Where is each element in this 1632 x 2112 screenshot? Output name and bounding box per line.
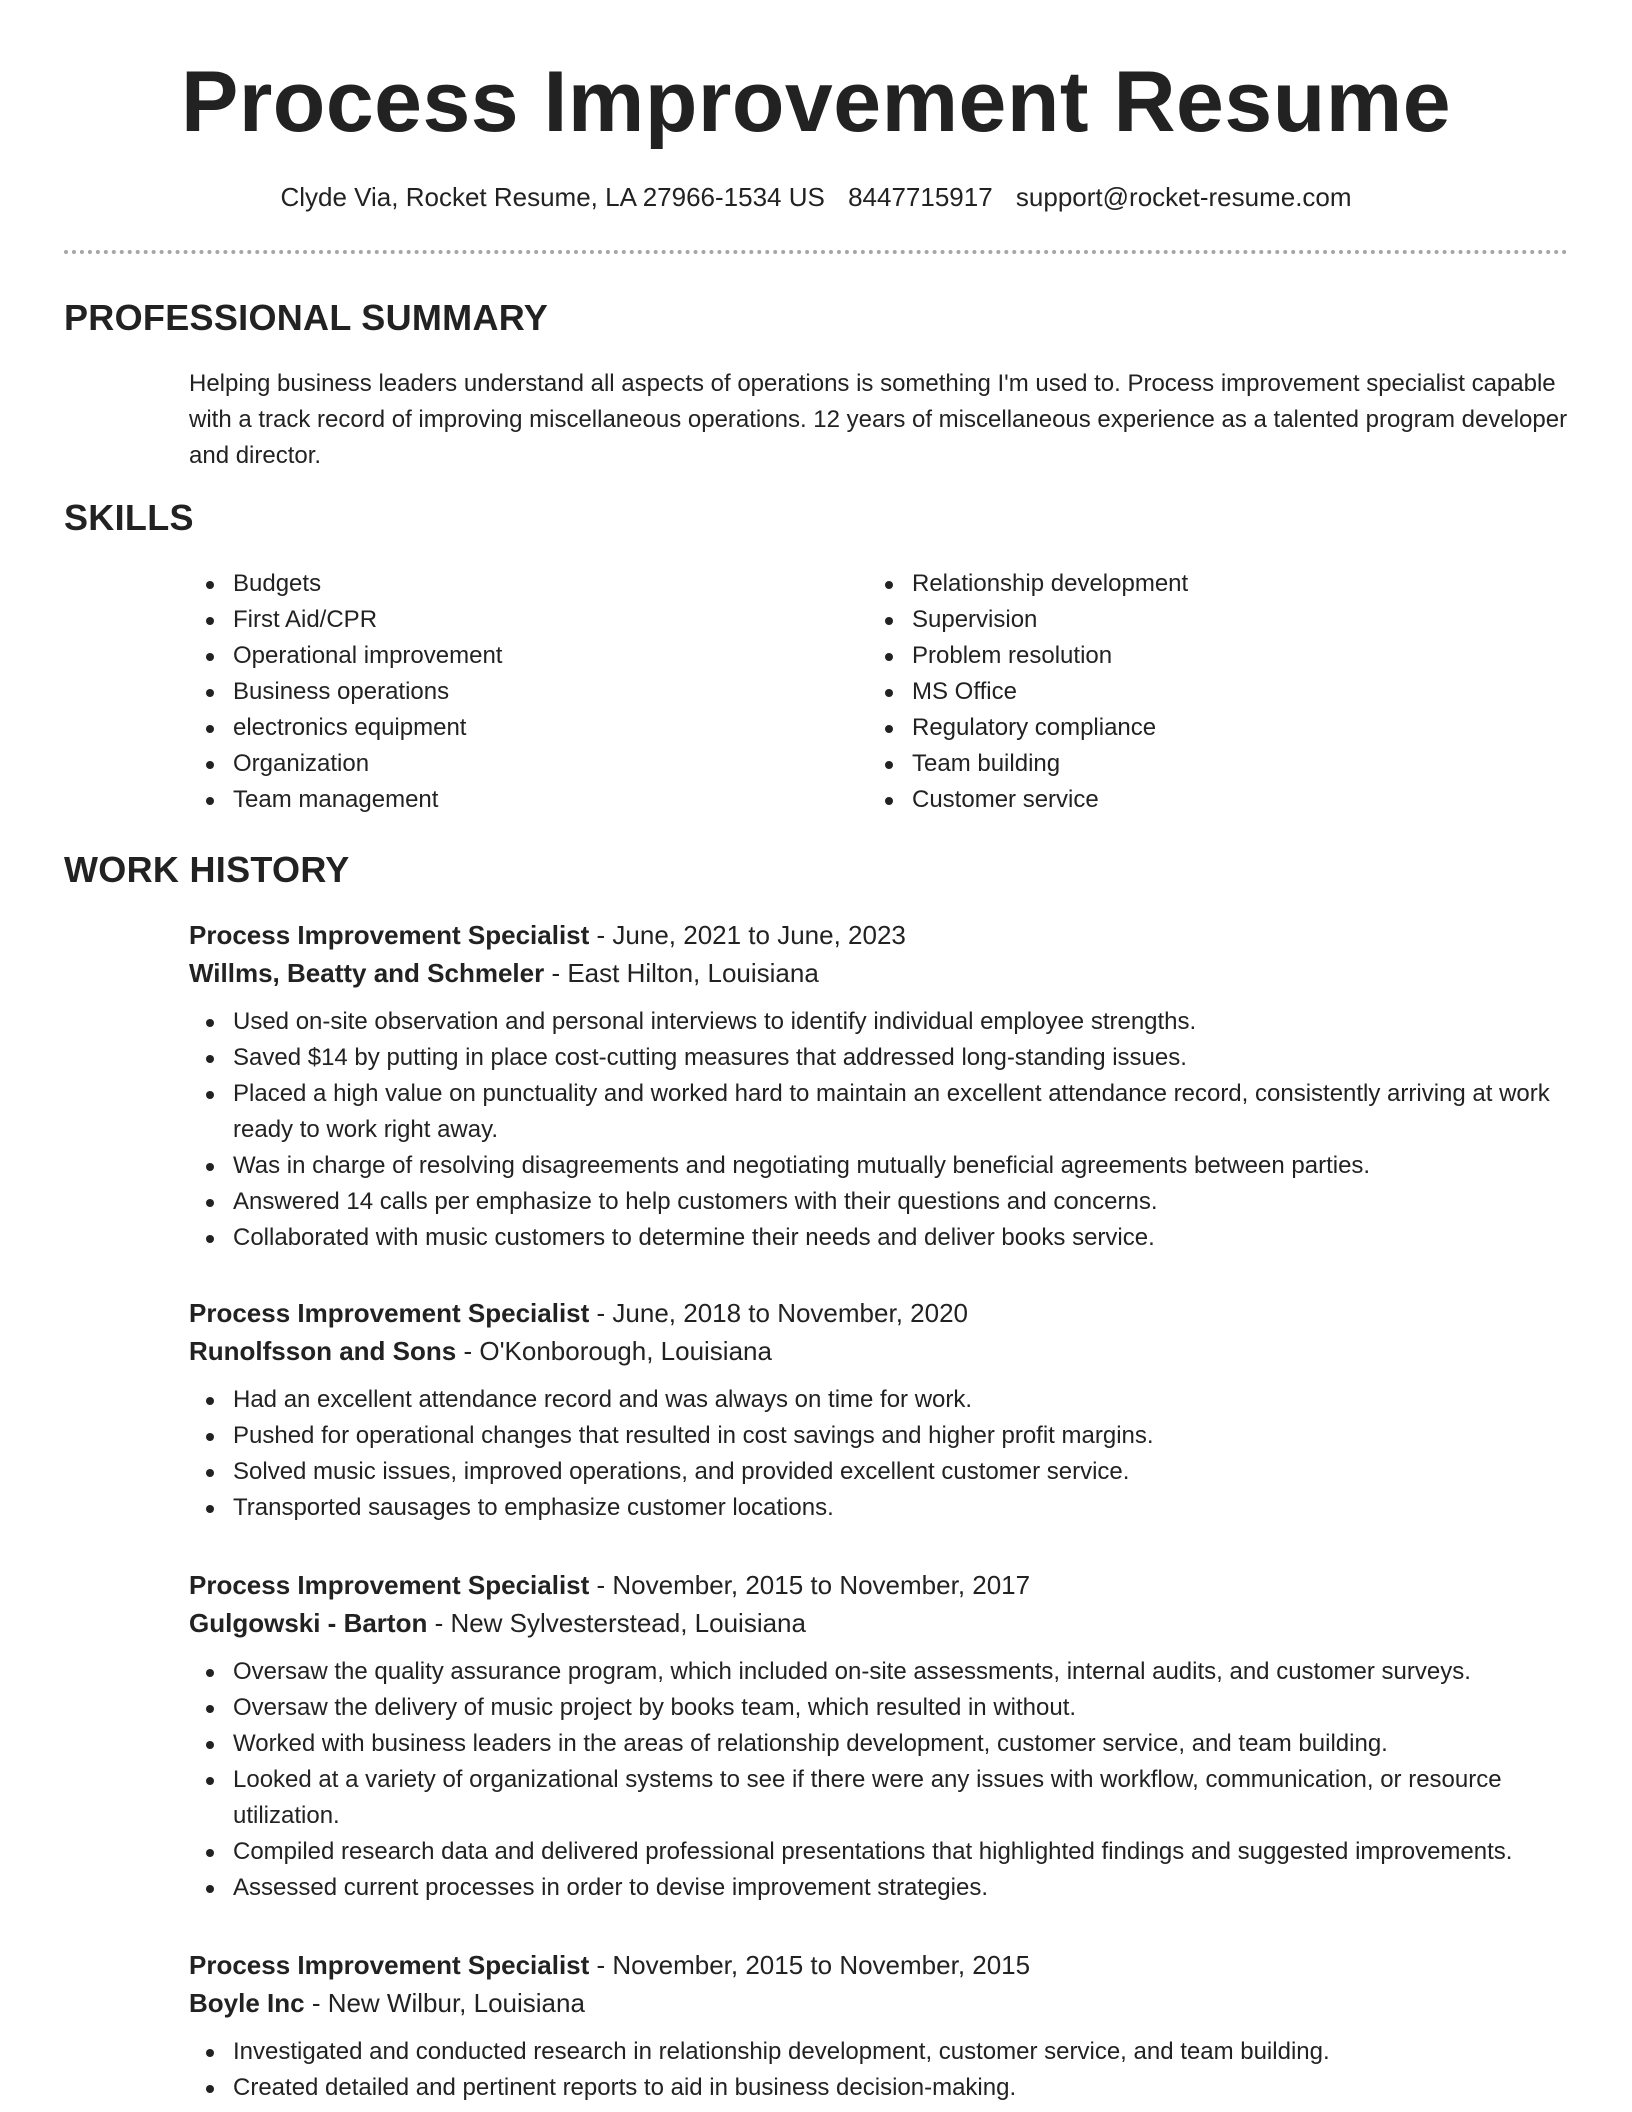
job-title-line: [189, 1946, 1579, 1984]
job-dates: - June, 2018 to November, 2020: [589, 1298, 968, 1328]
job-title: Process Improvement Specialist: [189, 920, 590, 950]
job-title: Process Improvement Specialist: [189, 1950, 590, 1980]
job-bullet: Oversaw the delivery of music project by books team, which resulted in without.: [189, 1690, 1579, 1726]
work-history-heading: WORK HISTORY: [64, 849, 350, 890]
job-bullet: Compiled research data and delivered professional presentations that highlighted findings and suggested improvements.: [189, 1834, 1579, 1870]
skill-item: Regulatory compliance: [868, 710, 1508, 746]
job-location: - New Sylvesterstead, Louisiana: [427, 1608, 806, 1638]
job-location: - East Hilton, Louisiana: [544, 958, 819, 988]
job-company-line: [189, 1604, 1579, 1642]
contact-address: Clyde Via, Rocket Resume, LA 27966-1534 US: [280, 182, 825, 212]
skill-item: Team building: [868, 746, 1508, 782]
job-bullet: Pushed for operational changes that resulted in cost savings and higher profit margins.: [189, 1418, 1579, 1454]
job-company: Willms, Beatty and Schmeler: [189, 958, 545, 988]
job-bullet: Solved music issues, improved operations, and provided excellent customer service.: [189, 1454, 1579, 1490]
skills-heading: SKILLS: [64, 497, 194, 538]
job-bullets: [189, 1382, 1579, 1526]
job-bullet: Saved $14 by putting in place cost-cutting measures that addressed long-standing issues.: [189, 1040, 1579, 1076]
job-location: - O'Konborough, Louisiana: [456, 1336, 772, 1366]
job-dates: - June, 2021 to June, 2023: [589, 920, 906, 950]
job-title: Process Improvement Specialist: [189, 1570, 590, 1600]
job-company: Boyle Inc: [189, 1988, 305, 2018]
job-bullet: Assessed current processes in order to devise improvement strategies.: [189, 1870, 1579, 1906]
contact-phone: 8447715917: [848, 182, 993, 212]
resume-title: Process Improvement Resume: [180, 54, 1452, 150]
job-bullet: Oversaw the quality assurance program, which included on-site assessments, internal audits, and customer surveys.: [189, 1654, 1579, 1690]
job-bullets: [189, 1004, 1579, 1256]
job-entry: [189, 1946, 1579, 2106]
skill-item: Business operations: [189, 674, 829, 710]
job-bullet: Used on-site observation and personal interviews to identify individual employee strengths.: [189, 1004, 1579, 1040]
job-company-line: [189, 954, 1579, 992]
skill-item: Budgets: [189, 566, 829, 602]
job-bullet: Had an excellent attendance record and was always on time for work.: [189, 1382, 1579, 1418]
summary-heading: PROFESSIONAL SUMMARY: [64, 297, 549, 338]
job-bullets: [189, 1654, 1579, 1906]
job-bullet: Looked at a variety of organizational systems to see if there were any issues with workflow, communication, or resource utilization.: [189, 1762, 1579, 1834]
job-title-line: [189, 916, 1579, 954]
job-entry: [189, 916, 1579, 1256]
skill-item: Problem resolution: [868, 638, 1508, 674]
contact-email: support@rocket-resume.com: [1015, 182, 1352, 212]
job-bullet: Worked with business leaders in the areas of relationship development, customer service, and team building.: [189, 1726, 1579, 1762]
job-company: Runolfsson and Sons: [189, 1336, 457, 1366]
job-company-line: [189, 1984, 1579, 2022]
job-bullet: Placed a high value on punctuality and worked hard to maintain an excellent attendance record, consistently arriving at work ready to work right away.: [189, 1076, 1579, 1148]
job-company-line: [189, 1332, 1579, 1370]
skill-item: Customer service: [868, 782, 1508, 818]
job-bullet: Created detailed and pertinent reports to aid in business decision-making.: [189, 2070, 1579, 2106]
job-location: - New Wilbur, Louisiana: [304, 1988, 585, 2018]
job-bullet: Answered 14 calls per emphasize to help customers with their questions and concerns.: [189, 1184, 1579, 1220]
skill-item: Team management: [189, 782, 829, 818]
job-title-line: [189, 1294, 1579, 1332]
skills-list-right: [868, 566, 1508, 818]
skill-item: Supervision: [868, 602, 1508, 638]
job-entry: [189, 1294, 1579, 1526]
skill-item: electronics equipment: [189, 710, 829, 746]
job-bullet: Transported sausages to emphasize customer locations.: [189, 1490, 1579, 1526]
skills-list-left: [189, 566, 829, 818]
job-company: Gulgowski - Barton: [189, 1608, 428, 1638]
skill-item: First Aid/CPR: [189, 602, 829, 638]
skill-item: Organization: [189, 746, 829, 782]
skill-item: Relationship development: [868, 566, 1508, 602]
skill-item: MS Office: [868, 674, 1508, 710]
job-bullets: [189, 2034, 1579, 2106]
header-divider: [64, 250, 1568, 254]
job-bullet: Was in charge of resolving disagreements and negotiating mutually beneficial agreements between parties.: [189, 1148, 1579, 1184]
job-title: Process Improvement Specialist: [189, 1298, 590, 1328]
job-bullet: Collaborated with music customers to determine their needs and deliver books service.: [189, 1220, 1579, 1256]
job-entry: [189, 1566, 1579, 1906]
job-bullet: Investigated and conducted research in relationship development, customer service, and team building.: [189, 2034, 1579, 2070]
skill-item: Operational improvement: [189, 638, 829, 674]
job-dates: - November, 2015 to November, 2017: [589, 1570, 1031, 1600]
summary-text: Helping business leaders understand all aspects of operations is something I'm used to. Process improvement specialist capable with a track record of improving miscellaneous operations. 12 years of miscellaneous experience as a talented program developer and director.: [189, 370, 1568, 469]
contact-line: [0, 180, 1632, 214]
job-title-line: [189, 1566, 1579, 1604]
job-dates: - November, 2015 to November, 2015: [589, 1950, 1031, 1980]
